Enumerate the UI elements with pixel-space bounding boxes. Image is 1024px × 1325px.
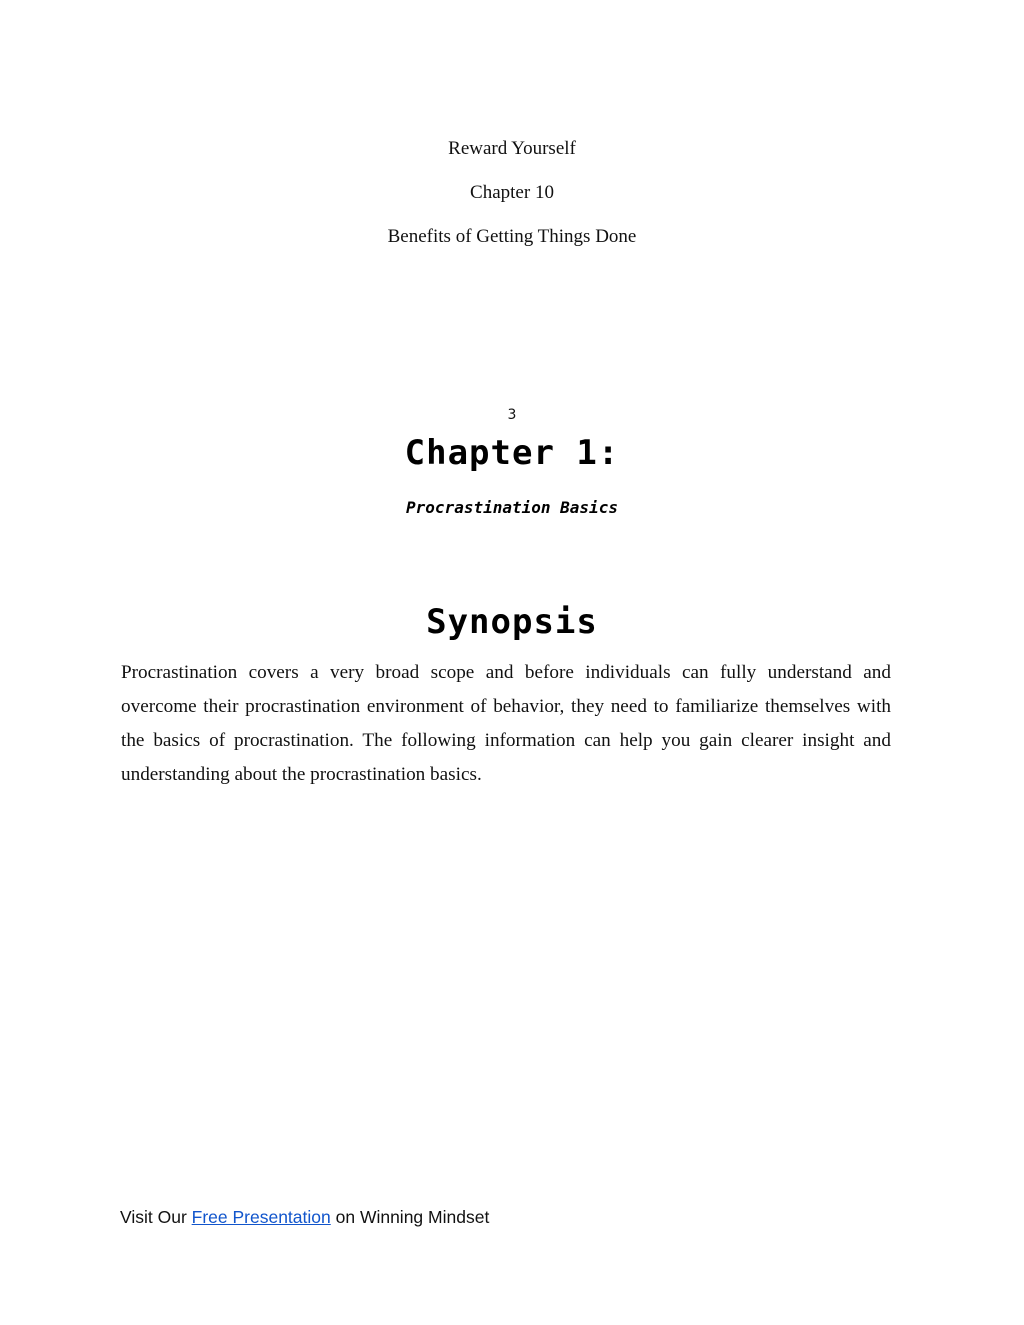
footer-suffix: on Winning Mindset xyxy=(330,1207,490,1227)
toc-item: Benefits of Getting Things Done xyxy=(387,226,637,247)
footer-prefix: Visit Our xyxy=(120,1207,192,1227)
footer-promo xyxy=(120,1205,489,1229)
page-number: 3 xyxy=(507,407,517,423)
toc-item: Chapter 10 xyxy=(470,182,554,203)
section-heading: Synopsis xyxy=(426,602,598,642)
free-presentation-link[interactable]: Free Presentation xyxy=(191,1207,331,1227)
chapter-heading: Chapter 1: xyxy=(404,433,620,473)
synopsis-paragraph: Procrastination covers a very broad scope and before individuals can fully understand and overcome their procrastination environment of behavior, they need to familiarize themselves with the basics of procrastination. The following information can help you gain clearer insight and understanding about the procrastination basics. xyxy=(121,662,891,785)
toc-item: Reward Yourself xyxy=(448,138,576,159)
chapter-subtitle: Procrastination Basics xyxy=(406,498,618,517)
